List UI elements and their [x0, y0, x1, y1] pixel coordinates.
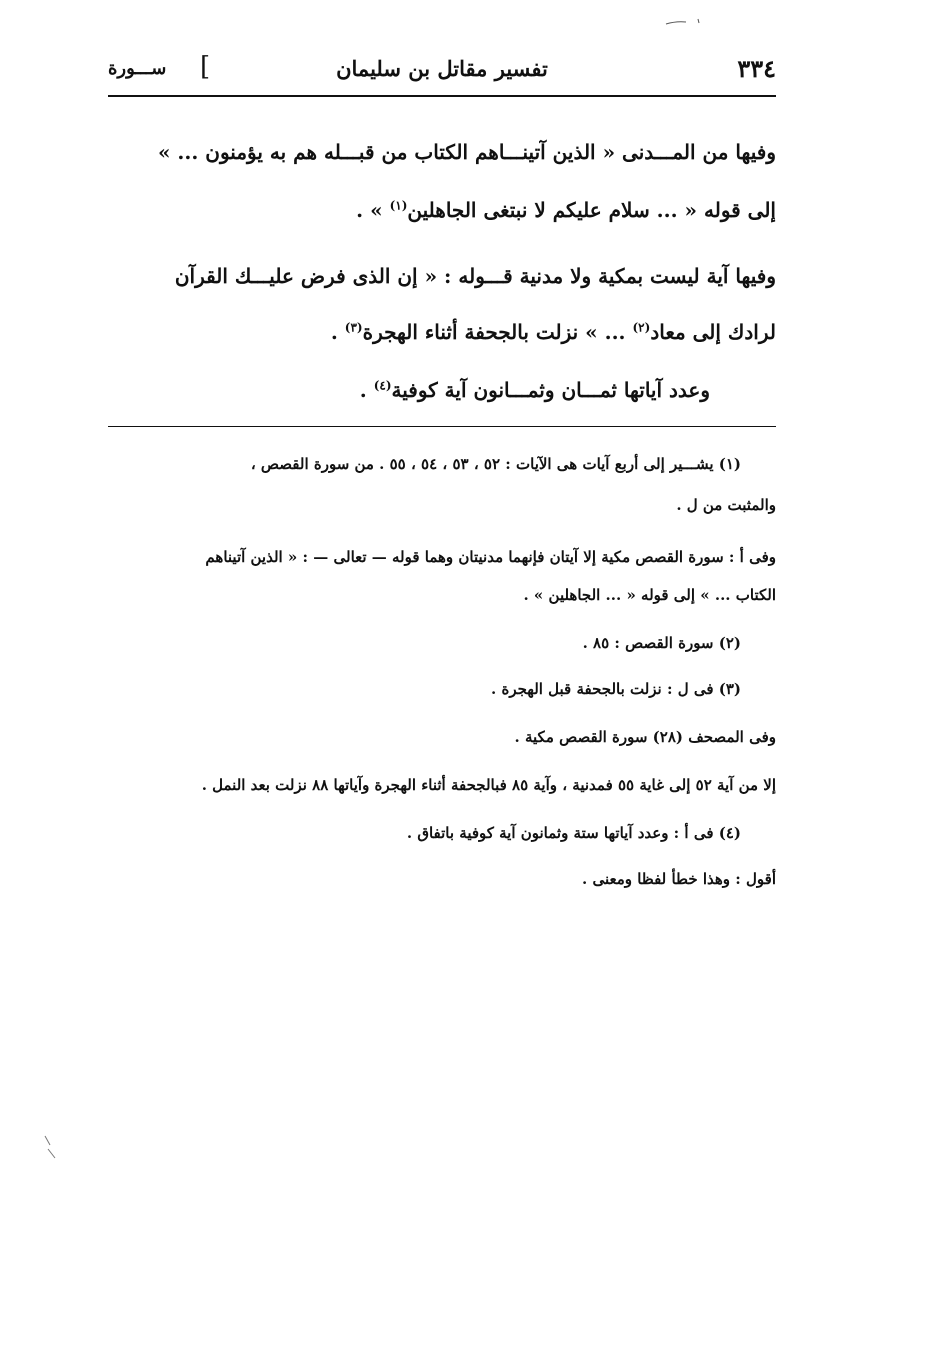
footnote-divider: [108, 426, 776, 427]
footnote-ref-2: (٢): [632, 320, 651, 335]
footnote-ref-4: (٤): [373, 378, 392, 393]
main-line-5-end: .: [359, 378, 374, 402]
footnote-ref-1: (١): [389, 198, 408, 213]
top-pen-mark: [664, 18, 704, 26]
main-line-4-end: .: [330, 320, 345, 344]
footnote-2: (٢) سورة القصص : ٨٥ .: [582, 634, 741, 652]
main-line-2: [356, 198, 776, 222]
footnote-4-line-1: (٤) فى أ : وعدد آياتها ستة وثمانون آية كوفية باتفاق .: [406, 824, 741, 842]
footnote-3-line-3: إلا من آية ٥٢ إلى غاية ٥٥ فمدنية ، وآية ٨٥ فبالجحفة أثناء الهجرة وآياتها ٨٨ نزلت بعد النمل .: [201, 776, 776, 794]
margin-pen-mark: [44, 1135, 56, 1159]
header-rule: [108, 95, 776, 97]
main-line-5: [360, 378, 710, 402]
main-line-1: وفيها من المـــدنى « الذين آتينـــاهم الكتاب من قبـــله هم به يؤمنون ... »: [157, 140, 776, 164]
running-title: تفسير مقاتل بن سليمان: [336, 56, 548, 81]
footnote-ref-3: (٣): [344, 320, 363, 335]
footnote-1-line-3: وفى أ : سورة القصص مكية إلا آيتان فإنهما مدنيتان وهما قوله — تعالى — : « الذين آتيناهم: [205, 548, 776, 566]
main-line-2-end: » .: [356, 198, 383, 222]
footnote-3-line-2: وفى المصحف (٢٨) سورة القصص مكية .: [514, 728, 776, 746]
main-line-4-mid: ... » نزلت بالجحفة أثناء الهجرة: [362, 320, 626, 344]
surah-label: ســـورة: [108, 58, 167, 79]
main-line-2-text: إلى قوله « ... سلام عليكم لا نبتغى الجاهلين: [407, 198, 776, 222]
main-line-4: [331, 320, 776, 344]
main-line-5-text: وعدد آياتها ثمـــان وثمـــانون آية كوفية: [391, 378, 710, 402]
page-number: ٣٣٤: [737, 54, 776, 83]
page-header: [108, 50, 776, 90]
footnote-1-line-2: والمثبت من ل .: [676, 496, 776, 514]
main-line-4-text: لرادك إلى معاد: [650, 320, 776, 344]
footnote-4-line-2: أقول : وهذا خطأ لفظا ومعنى .: [582, 870, 776, 888]
footnote-1-line-1: (١) يشـــير إلى أربع آيات هى الآيات : ٥٢ ، ٥٣ ، ٥٤ ، ٥٥ . من سورة القصص ،: [250, 455, 741, 473]
surah-bracket: [: [200, 52, 211, 82]
footnote-3-line-1: (٣) فى ل : نزلت بالجحفة قبل الهجرة .: [491, 680, 741, 698]
footnote-1-line-4: الكتاب ... » إلى قوله « ... الجاهلين » .: [523, 586, 776, 604]
main-line-3: وفيها آية ليست بمكية ولا مدنية قـــوله : « إن الذى فرض عليـــك القرآن: [174, 264, 776, 288]
